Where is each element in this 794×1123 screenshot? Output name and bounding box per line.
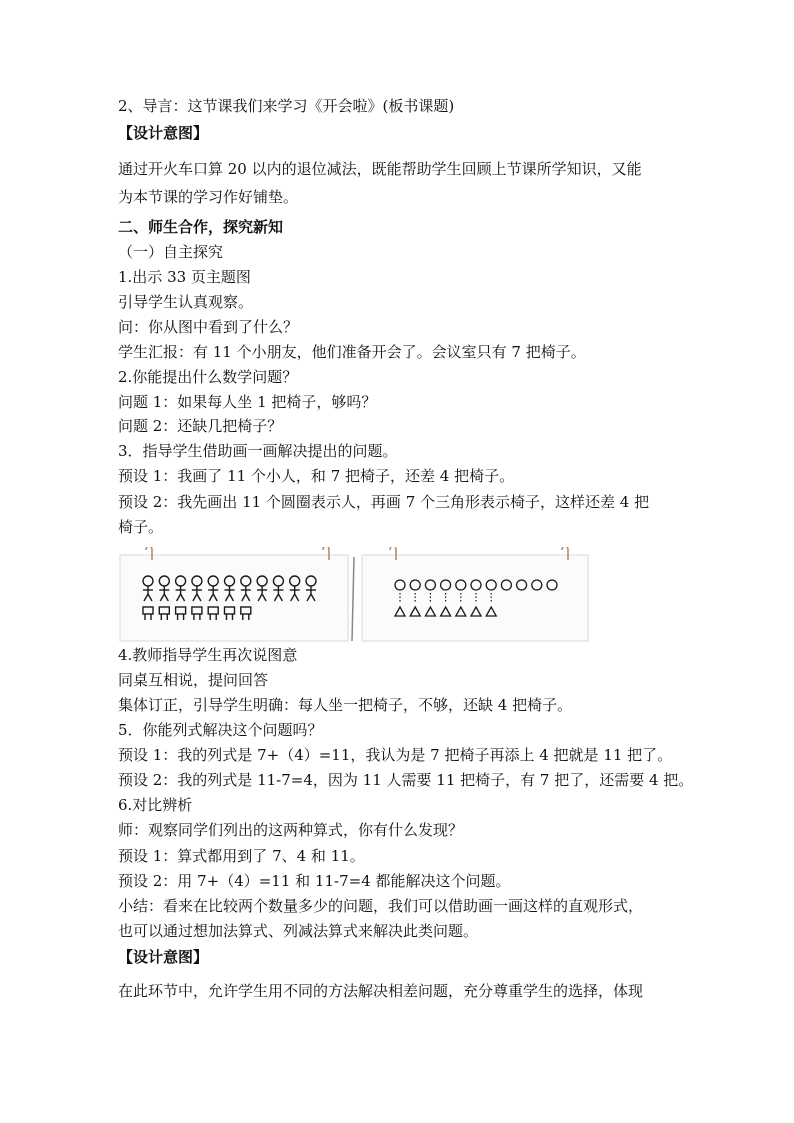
text-line: 5．你能列式解决这个问题吗？	[118, 721, 323, 739]
drawing-illustration	[118, 547, 593, 643]
right-board	[362, 555, 588, 641]
text-line: 引导学生认真观察。	[118, 293, 254, 311]
text-line: 预设 2：我先画出 11 个圆圈表示人，再画 7 个三角形表示椅子，这样还差 4 把	[118, 493, 650, 511]
text-line: 6.对比辨析	[118, 796, 193, 814]
text-line: 预设 2：我的列式是 11-7=4，因为 11 人需要 11 把椅子，有 7 把了，还需要 4 把。	[118, 771, 694, 789]
text-line: 小结：看来在比较两个数量多少的问题，我们可以借助画一画这样的直观形式，	[118, 897, 644, 915]
text-line: 问题 1：如果每人坐 1 把椅子，够吗？	[118, 393, 377, 411]
heading-design-intent: 【设计意图】	[118, 948, 209, 966]
heading-design-intent: 【设计意图】	[118, 124, 209, 142]
text-line: 1.出示 33 页主题图	[118, 268, 251, 286]
text-line: 预设 1：算式都用到了 7、4 和 11。	[118, 847, 365, 865]
text-line: 集体订正，引导学生明确：每人坐一把椅子，不够，还缺 4 把椅子。	[118, 696, 573, 714]
text-line-intro: 2、导言：这节课我们来学习《开会啦》(板书课题)	[118, 97, 455, 115]
text-line: 通过开火车口算 20 以内的退位减法，既能帮助学生回顾上节课所学知识，又能	[118, 160, 642, 178]
text-line: 也可以通过想加法算式、列减法算式来解决此类问题。	[118, 922, 479, 940]
subsection-heading: （一）自主探究	[118, 243, 224, 261]
text-line: 4.教师指导学生再次说图意	[118, 646, 298, 664]
text-line: 在此环节中，允许学生用不同的方法解决相差问题，充分尊重学生的选择，体现	[118, 982, 644, 1000]
text-line: 为本节课的学习作好铺垫。	[118, 188, 299, 206]
text-line: 3．指导学生借助画一画解决提出的问题。	[118, 442, 398, 460]
drawing-figure	[118, 547, 593, 643]
text-line: 预设 1：我画了 11 个小人，和 7 把椅子，还差 4 把椅子。	[118, 467, 515, 485]
text-line: 预设 2：用 7+（4）=11 和 11-7=4 都能解决这个问题。	[118, 872, 511, 890]
text-line: 预设 1：我的列式是 7+（4）=11，我认为是 7 把椅子再添上 4 把就是 11 把了。	[118, 746, 673, 764]
text-line: 2.你能提出什么数学问题？	[118, 368, 298, 386]
section-heading: 二、师生合作，探究新知	[118, 218, 284, 236]
text-line: 问：你从图中看到了什么？	[118, 318, 299, 336]
text-line: 同桌互相说，提问回答	[118, 671, 269, 689]
board-divider	[352, 557, 354, 641]
text-line: 师：观察同学们列出的这两种算式，你有什么发现？	[118, 821, 464, 839]
text-line: 椅子。	[118, 518, 164, 536]
text-line: 问题 2：还缺几把椅子？	[118, 417, 283, 435]
text-line: 学生汇报：有 11 个小朋友，他们准备开会了。会议室只有 7 把椅子。	[118, 343, 586, 361]
